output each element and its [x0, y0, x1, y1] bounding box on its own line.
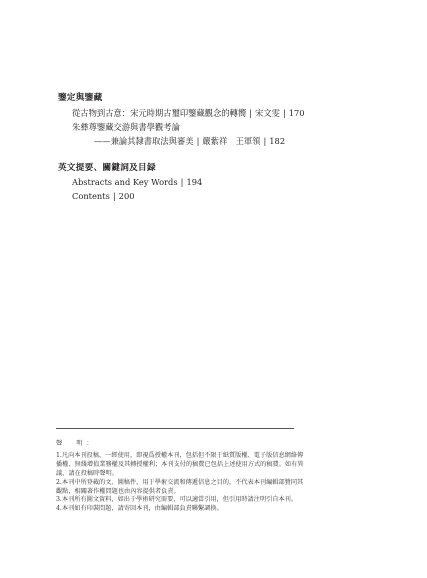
- entry-title: 朱彝尊鑒藏交游與書學觀考論: [72, 122, 180, 132]
- entry-page: 200: [118, 191, 135, 201]
- separator: |: [196, 136, 200, 146]
- entry-title: ——兼論其隸書取法與審美: [94, 136, 194, 146]
- entry-author: 宋文雯: [255, 108, 280, 118]
- notice-item: 1.凡向本刊投稿，一經使用，即視爲授權本刊，包括但不限于紙質版權、電子版信息網絡傳播權、無綫增值業務權及其轉授權利；本刊支付的稿費已包括上述使用方式的稿費。如有異議，請在投稿時聲明。: [56, 451, 304, 477]
- section-title-english: 英文提要、關鍵詞及目録: [58, 163, 156, 173]
- toc-entry[interactable]: [72, 177, 202, 188]
- toc-entry-subtitle[interactable]: [94, 136, 285, 147]
- entry-page: 182: [269, 136, 286, 146]
- notice-item: 4.本刊如有印裝問題，請寄回本刊，由編輯部負責聯繫調换。: [56, 505, 223, 513]
- separator: |: [249, 108, 253, 118]
- entry-author: 嚴紫祥 王軍領: [202, 136, 261, 146]
- toc-entry[interactable]: [72, 108, 305, 119]
- divider-rule: [56, 428, 294, 429]
- toc-entry[interactable]: [72, 122, 180, 133]
- separator: |: [180, 177, 184, 187]
- entry-title: 從古物到古意：宋元時期古璽印鑒藏觀念的轉嚮: [72, 108, 247, 118]
- section-title-appraisal: 鑒定與鑒藏: [58, 93, 103, 103]
- separator: |: [263, 136, 267, 146]
- entry-page: 194: [186, 177, 203, 187]
- notice-item: 2.本刊中所登載的文、圖稿件，用于學術交流和傳遞信息之目的，不代表本刊編輯部贊同其觀點，相關著作權問題也由內容提供者負責。: [56, 478, 304, 495]
- notice-heading: 聲 明：: [56, 440, 97, 447]
- toc-entry[interactable]: [72, 191, 135, 202]
- separator: |: [112, 191, 116, 201]
- entry-title: Contents: [72, 191, 110, 201]
- notice-item: 3.本刊所有圖文資料，如出于學術研究需要，可以適當引用，但引用時請注明引自本刊。: [56, 496, 298, 504]
- entry-title: Abstracts and Key Words: [72, 177, 178, 187]
- separator: |: [282, 108, 286, 118]
- entry-page: 170: [288, 108, 305, 118]
- notice-block: [56, 440, 306, 514]
